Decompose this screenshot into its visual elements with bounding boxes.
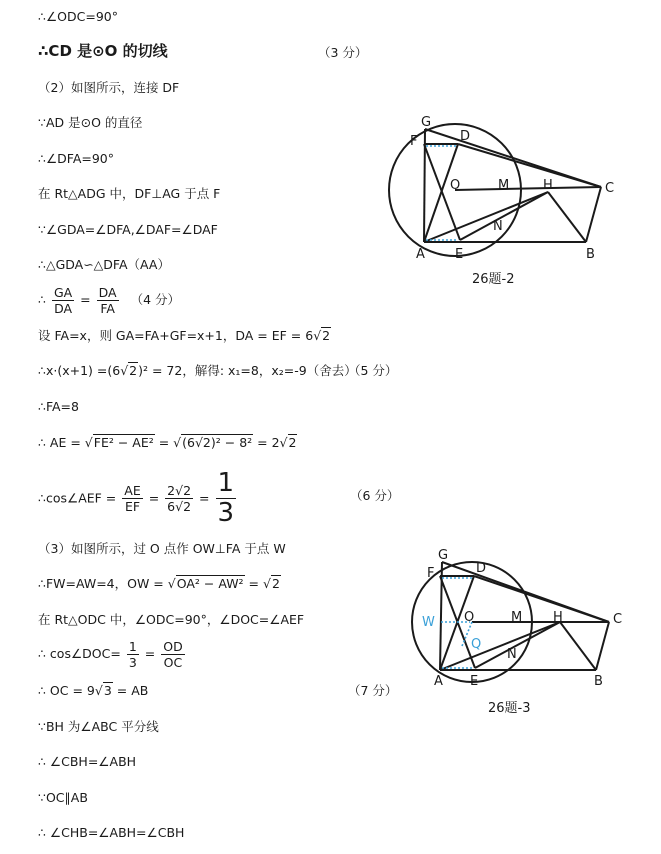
solution-line: ∴ OC = 9√3 = AB bbox=[38, 683, 149, 698]
numerator: AE bbox=[124, 483, 141, 499]
text: ∴ cos∠DOC= bbox=[38, 646, 121, 662]
point-label: O bbox=[450, 178, 461, 193]
point-label: F bbox=[427, 566, 435, 581]
equals-sign: = bbox=[80, 292, 91, 308]
point-label: B bbox=[586, 247, 595, 262]
geometry-figure-3 bbox=[400, 545, 630, 720]
text: 设 FA=x，则 GA=FA+GF=x+1，DA = EF = 6 bbox=[38, 328, 314, 343]
radicand: 2 bbox=[322, 328, 331, 343]
point-label: G bbox=[421, 115, 432, 130]
denominator: 3 bbox=[217, 498, 235, 529]
point-label: O bbox=[464, 610, 475, 625]
text: ∴cos∠AEF = bbox=[38, 490, 117, 506]
point-label: M bbox=[498, 178, 510, 193]
fraction bbox=[52, 286, 74, 315]
fraction-result bbox=[216, 470, 237, 528]
solution-line: ∴ cos∠DOC= $\frac{1}{3}$ = $\frac{OD}{OC}$ bbox=[38, 639, 183, 671]
score-mark: （3 分） bbox=[318, 45, 368, 60]
numerator: DA bbox=[98, 285, 117, 300]
solution-line-ratio bbox=[38, 286, 180, 315]
radicand: 2 bbox=[129, 363, 138, 378]
denominator: EF bbox=[124, 499, 141, 515]
solution-line: ∴ ∠CBH=∠ABH bbox=[38, 754, 137, 769]
point-label: D bbox=[476, 561, 487, 576]
numerator: 2√2 bbox=[167, 483, 192, 499]
point-label: A bbox=[416, 247, 425, 262]
radicand: (6√2)² − 8² bbox=[182, 435, 253, 450]
text: = bbox=[154, 435, 174, 450]
solution-line-conclusion: ∴CD 是⊙O 的切线 bbox=[38, 42, 168, 60]
denominator: 3 bbox=[128, 655, 137, 671]
solution-line: ∴∠DFA=90° bbox=[38, 151, 115, 166]
point-label: H bbox=[553, 610, 563, 625]
solution-line: ∴x·(x+1) =(6√2)² = 72，解得: x₁=8，x₂=-9（舍去） bbox=[38, 363, 357, 378]
solution-line: ∴ ∠CHB=∠ABH=∠CBH bbox=[38, 825, 185, 840]
score-mark: （6 分） bbox=[350, 488, 400, 503]
numerator: 1 bbox=[217, 468, 235, 498]
solution-line: ∴ AE = √FE² − AE² = √(6√2)² − 8² = 2√2 bbox=[38, 435, 297, 450]
radicand: OA² − AW² bbox=[176, 576, 244, 591]
solution-line: ∵OC∥AB bbox=[38, 790, 88, 805]
point-label: C bbox=[613, 612, 623, 627]
radicand: 2 bbox=[288, 435, 297, 450]
text: ∴x·(x+1) =(6 bbox=[38, 363, 121, 378]
part-heading: （2）如图所示，连接 DF bbox=[38, 80, 180, 95]
figure-caption: 26题-2 bbox=[472, 272, 515, 287]
solution-line-cosine: ∴cos∠AEF = $\frac{AE}{EF}$ = $\frac{2√2}{6√2}$ = $\frac{1}{3}$ bbox=[38, 468, 235, 529]
point-label: C bbox=[605, 181, 615, 196]
point-label: E bbox=[470, 674, 479, 689]
text: )² = 72，解得: x₁=8，x₂=-9（舍去） bbox=[138, 363, 357, 378]
fraction bbox=[161, 640, 184, 669]
point-label-accent: W bbox=[422, 615, 435, 630]
text: = AB bbox=[112, 683, 149, 698]
point-label: N bbox=[493, 219, 503, 234]
solution-line: ∵BH 为∠ABC 平分线 bbox=[38, 719, 159, 734]
point-label: F bbox=[410, 134, 418, 149]
score-mark: （4 分） bbox=[130, 292, 181, 308]
radicand: FE² − AE² bbox=[93, 435, 154, 450]
text: = 2 bbox=[253, 435, 280, 450]
point-label: E bbox=[455, 247, 464, 262]
numerator: OD bbox=[163, 639, 183, 654]
point-label: G bbox=[438, 548, 449, 563]
point-label: N bbox=[507, 647, 517, 662]
solution-line: 设 FA=x，则 GA=FA+GF=x+1，DA = EF = 6√2 bbox=[38, 328, 331, 343]
solution-line: 在 Rt△ODC 中，∠ODC=90°，∠DOC=∠AEF bbox=[38, 612, 305, 627]
solution-line: ∵∠GDA=∠DFA,∠DAF=∠DAF bbox=[38, 222, 218, 237]
score-mark: （7 分） bbox=[348, 683, 398, 698]
point-label-accent: Q bbox=[471, 637, 482, 652]
solution-line: 在 Rt△ADG 中，DF⊥AG 于点 F bbox=[38, 186, 221, 201]
point-label: A bbox=[434, 674, 443, 689]
fraction bbox=[122, 484, 142, 513]
score-mark: （5 分） bbox=[348, 363, 398, 378]
point-label: B bbox=[594, 674, 603, 689]
solution-line: ∴FW=AW=4，OW = √OA² − AW² = √2 bbox=[38, 576, 280, 591]
text: ∴FW=AW=4，OW = bbox=[38, 576, 168, 591]
text: ∴ OC = 9 bbox=[38, 683, 95, 698]
point-label: M bbox=[511, 610, 523, 625]
solution-line: ∵AD 是⊙O 的直径 bbox=[38, 115, 143, 130]
solution-line: ∴△GDA∽△DFA（AA） bbox=[38, 257, 170, 272]
fraction bbox=[165, 484, 193, 513]
point-label: H bbox=[543, 178, 553, 193]
denominator: 6√2 bbox=[167, 499, 192, 515]
therefore-symbol: ∴ bbox=[38, 292, 46, 308]
point-label: D bbox=[460, 129, 471, 144]
solution-line: ∴∠ODC=90° bbox=[38, 9, 118, 24]
geometry-figure-2 bbox=[380, 108, 620, 298]
denominator: FA bbox=[100, 301, 115, 317]
figure-caption: 26题-3 bbox=[488, 701, 531, 716]
fraction bbox=[127, 640, 139, 669]
solution-line: ∴FA=8 bbox=[38, 399, 79, 414]
numerator: GA bbox=[53, 285, 73, 300]
text: = bbox=[244, 576, 263, 591]
radicand: 3 bbox=[103, 683, 112, 698]
radicand: 2 bbox=[271, 576, 280, 591]
denominator: DA bbox=[54, 301, 73, 317]
numerator: 1 bbox=[128, 639, 137, 654]
part-heading: （3）如图所示，过 O 点作 OW⊥FA 于点 W bbox=[38, 541, 286, 556]
fraction bbox=[97, 286, 119, 315]
text: ∴ AE = bbox=[38, 435, 85, 450]
denominator: OC bbox=[163, 655, 183, 671]
